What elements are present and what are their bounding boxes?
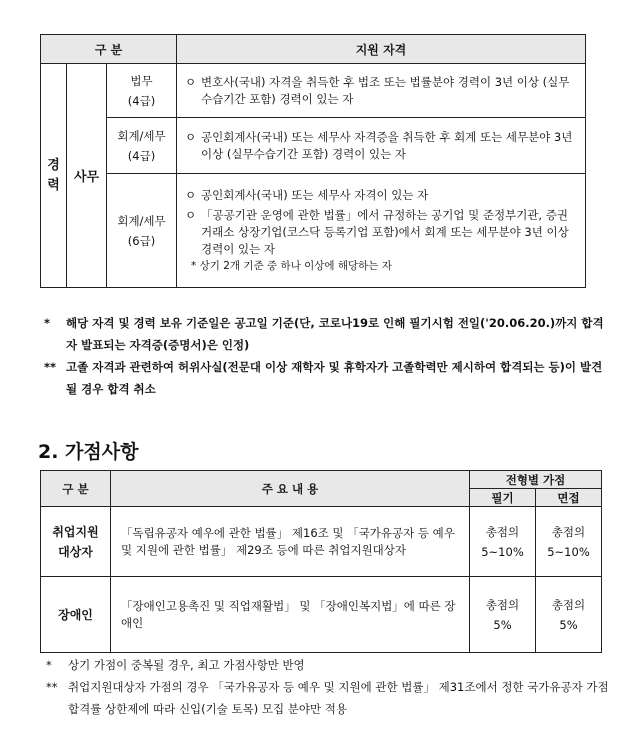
qualification-table <box>40 34 586 288</box>
qualification-cell <box>177 64 586 118</box>
category-line: 대상자 <box>58 544 93 559</box>
field-accounting-4 <box>107 118 177 174</box>
category-cell <box>41 577 111 653</box>
interview-cell <box>536 507 602 577</box>
note-text: 취업지원대상자 가점의 경우 「국가유공자 등 예우 및 지원에 관한 법률」 제31조에서 정한 국가유공자 가점 합격률 상한제에 따라 신입(기술 토목) 모집 분야만 적용 <box>68 680 609 716</box>
qualification-text: 공인회계사(국내) 또는 세무사 자격증을 취득한 후 회계 또는 세무분야 3년 이상 (실무수습기간 포함) 경력이 있는 자 <box>201 129 573 161</box>
bullet-mark: ㅇ <box>185 207 197 222</box>
written-line: 총점의 <box>485 524 520 539</box>
written-line: 총점의 <box>485 597 520 612</box>
header-content: 주 요 내 용 <box>111 471 470 507</box>
qualification-item <box>185 74 577 108</box>
qualification-cell <box>177 174 586 288</box>
note-item <box>44 312 609 356</box>
category-line: 취업지원 <box>52 524 99 539</box>
bonus-points-table <box>40 470 602 653</box>
qualification-cell <box>177 118 586 174</box>
table-row <box>41 577 602 653</box>
interview-cell <box>536 577 602 653</box>
qualification-text: 공인회계사(국내) 또는 세무사 자격이 있는 자 <box>201 187 429 202</box>
header-category: 구 분 <box>41 471 111 507</box>
qualification-item <box>185 207 577 258</box>
field-name: 법무 <box>130 73 153 88</box>
note-text: 상기 가점이 중복될 경우, 최고 가점사항만 반영 <box>68 658 305 672</box>
header-written: 필기 <box>470 489 536 507</box>
category-cell <box>41 507 111 577</box>
interview-line: 5% <box>559 617 578 632</box>
field-grade: (4급) <box>127 148 156 163</box>
field-grade: (4급) <box>127 93 156 108</box>
field-name: 회계/세무 <box>117 213 166 228</box>
written-line: 5% <box>493 617 512 632</box>
field-accounting-6 <box>107 174 177 288</box>
field-legal <box>107 64 177 118</box>
bullet-mark: ㅇ <box>185 74 197 89</box>
interview-line: 총점의 <box>551 597 586 612</box>
qualification-text: 변호사(국내) 자격을 취득한 후 법조 또는 법률분야 경력이 3년 이상 (실무수습기간 포함) 경력이 있는 자 <box>201 74 570 106</box>
header-stage: 전형별 가점 <box>470 471 602 489</box>
note-mark: * <box>44 316 51 330</box>
qualification-item <box>185 129 577 163</box>
header-category: 구 분 <box>41 35 177 64</box>
field-grade: (6급) <box>127 233 156 248</box>
qualification-table-header <box>41 35 586 64</box>
note-text: 해당 자격 및 경력 보유 기준일은 공고일 기준(단, 코로나19로 인해 필기시험 전일('20.06.20.)까지 합격자 발표되는 자격증(증명서)은 인정) <box>66 316 604 352</box>
content-cell: 「독립유공자 예우에 관한 법률」 제16조 및 「국가유공자 등 예우 및 지원에 관한 법률」 제29조 등에 따른 취업지원대상자 <box>111 507 470 577</box>
content-cell: 「장애인고용촉진 및 직업재활법」 및 「장애인복지법」에 따른 장애인 <box>111 577 470 653</box>
qualification-item <box>185 187 577 204</box>
category-line: 장애인 <box>58 607 93 622</box>
section-title: 2. 가점사항 <box>38 441 139 463</box>
note-text: 고졸 자격과 관련하여 허위사실(전문대 이상 재학자 및 휴학자가 고졸학력만 제시하여 합격되는 등)이 발견될 경우 합격 취소 <box>66 360 603 396</box>
qualification-note: * 상기 2개 기준 중 하나 이상에 해당하는 자 <box>191 259 392 272</box>
header-qualification: 지원 자격 <box>177 35 586 64</box>
sub-label-office: 사무 <box>67 64 107 288</box>
written-cell <box>470 577 536 653</box>
note-mark: ** <box>44 360 57 374</box>
bullet-mark: ㅇ <box>185 187 197 202</box>
note-item <box>46 654 611 676</box>
note-mark: * <box>46 658 52 672</box>
note-item <box>46 676 611 720</box>
table-row <box>41 507 602 577</box>
group-label-career: 경력 <box>41 64 67 288</box>
qualification-text: 「공공기관 운영에 관한 법률」에서 규정하는 공기업 및 준정부기관, 증권거래소 상장기업(코스닥 등록기업 포함)에서 회계 또는 세무분야 3년 이상 경력이 있는 자 <box>201 207 569 256</box>
field-name: 회계/세무 <box>117 128 166 143</box>
note-item <box>44 356 609 400</box>
bonus-notes <box>46 654 611 720</box>
written-cell <box>470 507 536 577</box>
interview-line: 총점의 <box>551 524 586 539</box>
note-mark: ** <box>46 680 58 694</box>
bullet-mark: ㅇ <box>185 129 197 144</box>
header-interview: 면접 <box>536 489 602 507</box>
bonus-table-header <box>41 471 602 489</box>
written-line: 5~10% <box>481 544 524 559</box>
interview-line: 5~10% <box>547 544 590 559</box>
qualification-notes <box>44 312 609 400</box>
